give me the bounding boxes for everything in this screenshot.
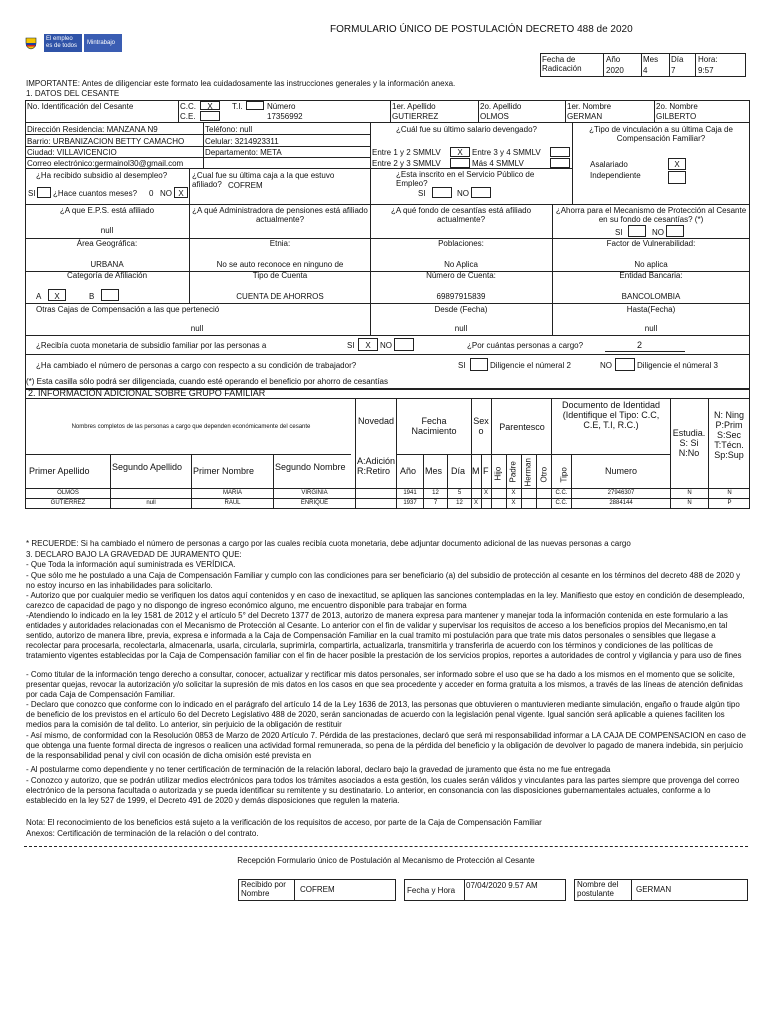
cuota-si-mark: X xyxy=(365,341,371,350)
row-mes: 7 xyxy=(433,500,438,506)
declaration-p9: - Conozco y autorizo, que se podrán utilizar medios electrónicos para todos los trámites asociados a esta gestión, los cuales serán válidos y vinculantes para las partes siempre que provenga del correo electrónico de la persona facultada o autorizada y se pueda identificar su remitente y su destinatario. Lo anterior, en consonancia con las disposiciones gubernamentales actuales, conforme a lo establecido en la ley 527 de 1999, el Decreto 491 de 2020 y demás disposiciones que regulen la materia. xyxy=(26,776,740,805)
otras-cajas-value: null xyxy=(190,324,204,333)
fecha-label: Fecha y Hora xyxy=(407,886,456,895)
entidad-value: BANCOLOMBIA xyxy=(621,292,681,301)
row-n1: MARIA xyxy=(222,490,242,496)
poblaciones-label: Poblaciones: xyxy=(438,239,484,248)
categoria-label: Categoría de Afiliación xyxy=(66,271,148,280)
cat-b-checkbox[interactable] xyxy=(101,289,119,301)
tipo-cuenta-value: CUENTA DE AHORROS xyxy=(236,292,324,301)
salario-1-2-mark: X xyxy=(457,148,463,157)
apellido2-label: 2o. Apellido xyxy=(480,102,522,111)
section2-title: 2. INFORMACIÓN ADICIONAL SOBRE GRUPO FAMILIAR xyxy=(28,388,266,398)
etnia-value: No se auto reconoce en ninguno de xyxy=(216,260,344,269)
row-est: N xyxy=(687,490,692,496)
nov-codes-header: A:Adición R:Retiro xyxy=(357,456,396,476)
m-header: M xyxy=(472,466,480,476)
salario-2-3-label: Entre 2 y 3 SMMLV xyxy=(372,159,441,168)
row-est: N xyxy=(687,500,692,506)
cambiado-no-checkbox[interactable] xyxy=(615,358,635,371)
ciudad: Ciudad: VILLAVICENCIO xyxy=(27,148,117,157)
cuota-no-checkbox[interactable] xyxy=(394,338,414,351)
estudia-header: Estudia. S: Si N:No xyxy=(672,428,706,458)
cc-label: C.C. xyxy=(180,102,196,111)
vulnerabilidad-value: No aplica xyxy=(634,260,668,269)
cambiado-si-checkbox[interactable] xyxy=(470,358,488,371)
desde-label: Desde (Fecha) xyxy=(434,305,488,314)
subsidio-no-mark: X xyxy=(178,189,184,198)
numero-value: 17356992 xyxy=(267,112,303,121)
cut-line xyxy=(24,846,748,847)
eps-value: null xyxy=(100,226,114,235)
cuota-si-label: SI xyxy=(347,341,355,350)
logo xyxy=(24,34,122,52)
tipo-header: Tipo xyxy=(559,467,569,483)
section1-title: 1. DATOS DEL CESANTE xyxy=(26,89,120,98)
ahorra-si-checkbox[interactable] xyxy=(628,225,646,237)
recibido-value: COFREM xyxy=(300,885,335,894)
mes-label: Mes xyxy=(643,55,659,64)
otras-cajas-label: Otras Cajas de Compensación a las que perteneció xyxy=(36,305,220,314)
numero-label: Número xyxy=(267,102,296,111)
documento-header: Documento de Identidad (Identifique el Tipo: C.C, C.E, T.I, R.C.) xyxy=(561,400,661,430)
tipo-cuenta-label: Tipo de Cuenta xyxy=(252,271,308,280)
salario-2-3-checkbox[interactable] xyxy=(450,158,470,168)
num-cuenta-label: Número de Cuenta: xyxy=(426,271,496,280)
subsidio-si-checkbox[interactable] xyxy=(37,187,51,198)
celular: Celular: 3214923311 xyxy=(205,137,279,146)
independiente-checkbox[interactable] xyxy=(668,171,686,184)
direccion: Dirección Residencia: MANZANA N9 xyxy=(27,125,158,134)
ano-label: Año xyxy=(606,55,621,64)
radicacion-label: Fecha de Radicación xyxy=(542,55,582,73)
cuota-no-label: NO xyxy=(380,341,392,350)
row-ap1: GUTIERREZ xyxy=(50,500,86,506)
ano-header: Año xyxy=(400,466,417,476)
cuantas-question: ¿Por cuántas personas a cargo? xyxy=(467,341,584,350)
logo-line2: es de todos xyxy=(46,43,78,49)
dilig2-label: Diligencie el númeral 2 xyxy=(490,361,571,370)
publico-question: ¿Esta inscrito en el Servicio Público de Empleo? xyxy=(396,170,535,188)
apellido1-value: GUTIERREZ xyxy=(392,112,439,121)
cc-mark: X xyxy=(207,102,213,111)
nombre2-label: 2o. Nombre xyxy=(656,102,698,111)
area-value: URBANA xyxy=(90,260,124,269)
asalariado-mark: X xyxy=(674,160,680,169)
cat-a-mark: X xyxy=(54,292,60,301)
nombre1-label: 1er. Nombre xyxy=(567,102,612,111)
dilig3-label: Diligencie el númeral 3 xyxy=(637,361,718,370)
poblaciones-value: No Aplica xyxy=(444,260,478,269)
ahorra-no-label: NO xyxy=(652,228,664,237)
nivel-header: N: Ning P:Prim S:Sec T:Técn. Sp:Sup xyxy=(713,410,744,460)
fecha-nac-header: Fecha Nacimiento xyxy=(411,416,457,436)
colombia-shield-icon xyxy=(24,36,38,50)
f-header: F xyxy=(483,466,489,476)
declaration-p4: -Atendiendo lo indicado en la ley 1581 de 2012 y el artículo 5° del Decreto 1377 de 2013, autorizo de manera expresa para mantener y manejar toda la información contenida en este formulario a las entidades y autoridades relacionadas con el Mecanismo de Protección al Cesante. Lo anterior con el fin de validar y supervisar los requisitos de acceso a los beneficios propios del Mecanismo,en tal sentido, autorizo de manera libre, previa, expresa e informada a la Caja de Compensación Familiar en la cual tramito mi postulación para que trate mis datos personales o sensibles que llegase a recolectar para procesarla, recolectarla, almacenarla, usarla, circularla, suprimirla, compartirla, actualizarla, transmitirla y transferirla de acuerdo con los términos y condiciones de las políticas de tratamiento vigentes establecidas por la Caja de Compensación familiar con el fin de hacer posible la prestación de los servicios propios, reportes a autoridades de control y vigilancia y para uso de fines xyxy=(26,611,742,660)
declaration-p3: - Autorizo que por cualquier medio se verifiquen los datos aquí contenidos y en caso de inexactitud, se apliquen las sanciones contempladas en la ley. Manifiesto que estoy en condición de desempleado, carezco de capacidad de pago y no dispongo de ingreso económico alguno, me encuentro disponible para trabajar en forma xyxy=(26,591,745,610)
padre-header: Padre xyxy=(508,461,518,483)
recepcion-title: Recepción Formulario único de Postulación al Mecanismo de Protección al Cesante xyxy=(237,856,535,865)
pension-question: ¿A qué Administradora de pensiones está afiliado actualmente? xyxy=(192,206,368,224)
apellido2-value: OLMOS xyxy=(480,112,509,121)
telefono: Teléfono: null xyxy=(205,125,253,134)
publico-no-checkbox[interactable] xyxy=(471,187,491,198)
cambiado-no-label: NO xyxy=(600,361,612,370)
cat-a-label: A xyxy=(36,292,42,301)
row-tipo: C.C. xyxy=(555,490,568,496)
row-num: 2884144 xyxy=(609,500,633,506)
row-padre: X xyxy=(511,490,516,496)
row-ano: 1937 xyxy=(403,500,417,506)
publico-si-checkbox[interactable] xyxy=(432,187,452,198)
row-dia: 12 xyxy=(456,500,463,506)
section3-title: 3. DECLARO BAJO LA GRAVEDAD DE JURAMENTO QUE: xyxy=(26,550,242,559)
declaration-p2: - Que sólo me he postulado a una Caja de Compensación Familiar y cumplo con las condiciones para ser beneficiario (a) del subsidio de protección al cesante en los términos del decreto 488 de 2020 y no estoy incurso en las inhabilidades para solicitarlo. xyxy=(26,571,741,590)
cesantias-question: ¿A qué fondo de cesantías está afiliado actualmente? xyxy=(390,206,532,224)
dia-value: 7 xyxy=(671,66,676,75)
novedad-header: Novedad xyxy=(357,416,395,426)
row-mes: 12 xyxy=(432,490,439,496)
row-niv: P xyxy=(727,500,732,506)
hora-label: Hora: xyxy=(698,55,718,64)
segundo-nombre-header: Segundo Nombre xyxy=(275,462,346,472)
salario-3-4-checkbox[interactable] xyxy=(550,147,570,157)
subsidio-si-label: SI xyxy=(28,189,36,198)
correo: Correo electrónico:germainol30@gmail.com xyxy=(27,159,184,168)
nombres-header: Nombres completos de las personas a cargo que dependen económicamente del cesante xyxy=(71,424,311,430)
salario-1-2-label: Entre 1 y 2 SMMLV xyxy=(372,148,441,157)
subsidio-no-label: NO xyxy=(160,189,172,198)
publico-si-label: SI xyxy=(418,189,426,198)
salario-question: ¿Cuál fue su último salario devengado? xyxy=(396,125,537,134)
ahorra-no-checkbox[interactable] xyxy=(666,225,684,237)
hasta-label: Hasta(Fecha) xyxy=(626,305,676,314)
vulnerabilidad-label: Factor de Vulnerabilidad: xyxy=(606,239,696,248)
row-m: X xyxy=(473,500,478,506)
nota-ahorro: (*) Esta casilla sólo podrá ser diligenciada, cuando esté operando el beneficio por ahorro de cesantías xyxy=(26,377,388,386)
numero-header: Numero xyxy=(605,466,638,476)
independiente-label: Independiente xyxy=(590,171,641,180)
cat-b-label: B xyxy=(89,292,95,301)
recibido-label: Recibido por Nombre xyxy=(241,880,286,898)
anexos: Anexos: Certificación de terminación de la relación o del contrato. xyxy=(26,829,259,838)
departamento: Departamento: META xyxy=(205,148,282,157)
area-label: Área Geográfica: xyxy=(76,239,138,248)
cuota-question: ¿Recibía cuota monetaria de subsidio familiar por las personas a xyxy=(36,341,267,350)
segundo-apellido-header: Segundo Apellido xyxy=(112,462,183,472)
hora-value: 9:57 xyxy=(698,66,714,75)
etnia-label: Etnia: xyxy=(269,239,291,248)
row-ap1: OLMOS xyxy=(57,490,79,496)
salario-4-label: Más 4 SMMLV xyxy=(472,159,524,168)
fecha-value: 07/04/2020 9.57 AM xyxy=(466,881,538,890)
declaration-p6: - Declaro que conozco que conforme con lo indicado en el parágrafo del artículo 14 de la Ley 1636 de 2013, las personas que obtuvieren o mantuvieren mediante simulación, engaño o fraude algún tipo de beneficio de los previstos en el artículo 6o del Decreto Legislativo 488 de 2020, serán sancionadas de acuerdo con la legislación penal vigente. Igual sanción será aplicable a quienes faciliten los medios para la comisión de tal delito. Lo anterior, sin perjuicio de la obligación de restituir xyxy=(26,700,740,729)
parentesco-header: Parentesco xyxy=(499,422,545,432)
caja-value: COFREM xyxy=(228,181,263,190)
ano-value: 2020 xyxy=(606,66,624,75)
salario-3-4-label: Entre 3 y 4 SMMLV xyxy=(472,148,541,157)
meses-value: 0 xyxy=(149,189,154,198)
eps-question: ¿A que E.P.S. está afiliado xyxy=(59,206,155,215)
mes-value: 4 xyxy=(643,66,648,75)
asalariado-label: Asalariado xyxy=(590,160,628,169)
page-title: FORMULARIO ÚNICO DE POSTULACIÓN DECRETO 488 de 2020 xyxy=(330,24,633,35)
desde-value: null xyxy=(454,324,468,333)
nota: Nota: El reconocimiento de los beneficios está sujeto a la verificación de los requisitos de acceso, por parte de la Caja de Compensación Familiar xyxy=(26,818,542,827)
cambiado-question: ¿Ha cambiado el número de personas a cargo con respecto a su condición de trabajador? xyxy=(36,361,357,370)
mes-header: Mes xyxy=(425,466,443,476)
salario-4-checkbox[interactable] xyxy=(550,158,570,168)
row-ano: 1941 xyxy=(403,490,417,496)
dia-label: Día xyxy=(671,55,684,64)
ahorra-si-label: SI xyxy=(615,228,623,237)
postulante-label: Nombre del postulante xyxy=(577,880,619,898)
ti-label: T.I. xyxy=(232,102,243,111)
row-n2: ENRIQUE xyxy=(300,500,329,506)
subsidio-question: ¿Ha recibido subsidio al desempleo? xyxy=(36,171,168,180)
cuantas-value: 2 xyxy=(637,340,643,350)
hermano-header: Herman xyxy=(523,458,533,487)
importante-note: IMPORTANTE: Antes de diligenciar este formato lea cuidadosamente las instrucciones generales y la información anexa. xyxy=(26,79,456,88)
hasta-value: null xyxy=(644,324,658,333)
declaration-p8: - Al postularme como dependiente y no tener certificación de terminación de la relación laboral, declaro bajo la gravedad de juramento que ésta no me fue entregada xyxy=(26,765,611,774)
apellido1-label: 1er. Apellido xyxy=(392,102,436,111)
sexo-header: Sexo xyxy=(473,416,489,436)
meses-question: ¿Hace cuantos meses? xyxy=(53,189,138,198)
nombre2-value: GILBERTO xyxy=(656,112,697,121)
num-cuenta-value: 69897915839 xyxy=(436,292,486,301)
ce-label: C.E. xyxy=(180,112,196,121)
publico-no-label: NO xyxy=(457,189,469,198)
caja-question: ¿Cual fue su última caja a la que estuvo afiliado? xyxy=(192,171,335,189)
declaration-p1: - Que Toda la información aquí suministrada es VERÍDICA. xyxy=(26,560,236,569)
ahorra-question: ¿Ahorra para el Mecanismo de Protección al Cesante en su fondo de cesantías? (*) xyxy=(555,206,747,224)
row-f: X xyxy=(483,490,488,496)
entidad-label: Entidad Bancaria: xyxy=(619,271,683,280)
recuerde-note: * RECUERDE: Si ha cambiado el número de personas a cargo por las cuales recibía cuota monetaria, debe adjuntar documento adicional de las nuevas personas a cargo xyxy=(26,539,631,548)
logo-line1: El empleo xyxy=(46,36,73,42)
cambiado-si-label: SI xyxy=(458,361,466,370)
row-padre: X xyxy=(511,500,516,506)
row-n2: VIRGINIA xyxy=(301,490,328,496)
primer-nombre-header: Primer Nombre xyxy=(193,466,255,476)
row-n1: RAUL xyxy=(224,500,241,506)
row-dia: 5 xyxy=(457,490,462,496)
row-ap2: null xyxy=(146,500,156,506)
ce-checkbox[interactable] xyxy=(200,111,220,121)
hijo-header: Hijo xyxy=(493,466,503,481)
row-tipo: C.C. xyxy=(555,500,568,506)
postulante-value: GERMAN xyxy=(636,885,672,894)
id-label: No. Identificación del Cesante xyxy=(27,102,134,111)
nombre1-value: GERMAN xyxy=(567,112,603,121)
row-num: 27946307 xyxy=(607,490,635,496)
dia-header: Día xyxy=(451,466,466,476)
barrio: Barrio: URBANIZACION BETTY CAMACHO xyxy=(27,137,185,146)
otro-header: Otro xyxy=(539,466,549,483)
declaration-p5: - Como titular de la información tengo derecho a consultar, conocer, actualizar y rectificar mis datos personales, ser informado sobre el uso que se ha dado a los mismos en el momento que se solicite, presentar quejas, revocar la autorización y/o solicitar la supresión de mis datos en los casos en que sea procedente y acceder en forma gratuita a los mismos, a través de las líneas de atención definidas por cada Caja de Compensación Familiar. xyxy=(26,670,743,699)
row-niv: N xyxy=(727,490,732,496)
primer-apellido-header: Primer Apellido xyxy=(29,466,90,476)
ti-checkbox[interactable] xyxy=(246,101,264,110)
tipo-vinculacion-question: ¿Tipo de vinculación a su última Caja de Compensación Familiar? xyxy=(589,125,733,143)
declaration-p7: - Así mismo, de conformidad con la Resolución 0853 de Marzo de 2020 Artículo 7. Pérdida de las prestaciones, declaró que será mi responsabilidad informar a LA CAJA DE COMPENSACION en caso de que obtenga una fuente formal directa de ingresos o realicen una actividad formal remunerada, so pena de la pérdida del beneficio y la obligación de devolver lo pagado de manera indebida, sin perjuicio de la responsabilidad penal y civil con ocasión de dicha omisión esté prevista en xyxy=(26,731,746,760)
logo-brand: Mintrabajo xyxy=(87,40,116,46)
